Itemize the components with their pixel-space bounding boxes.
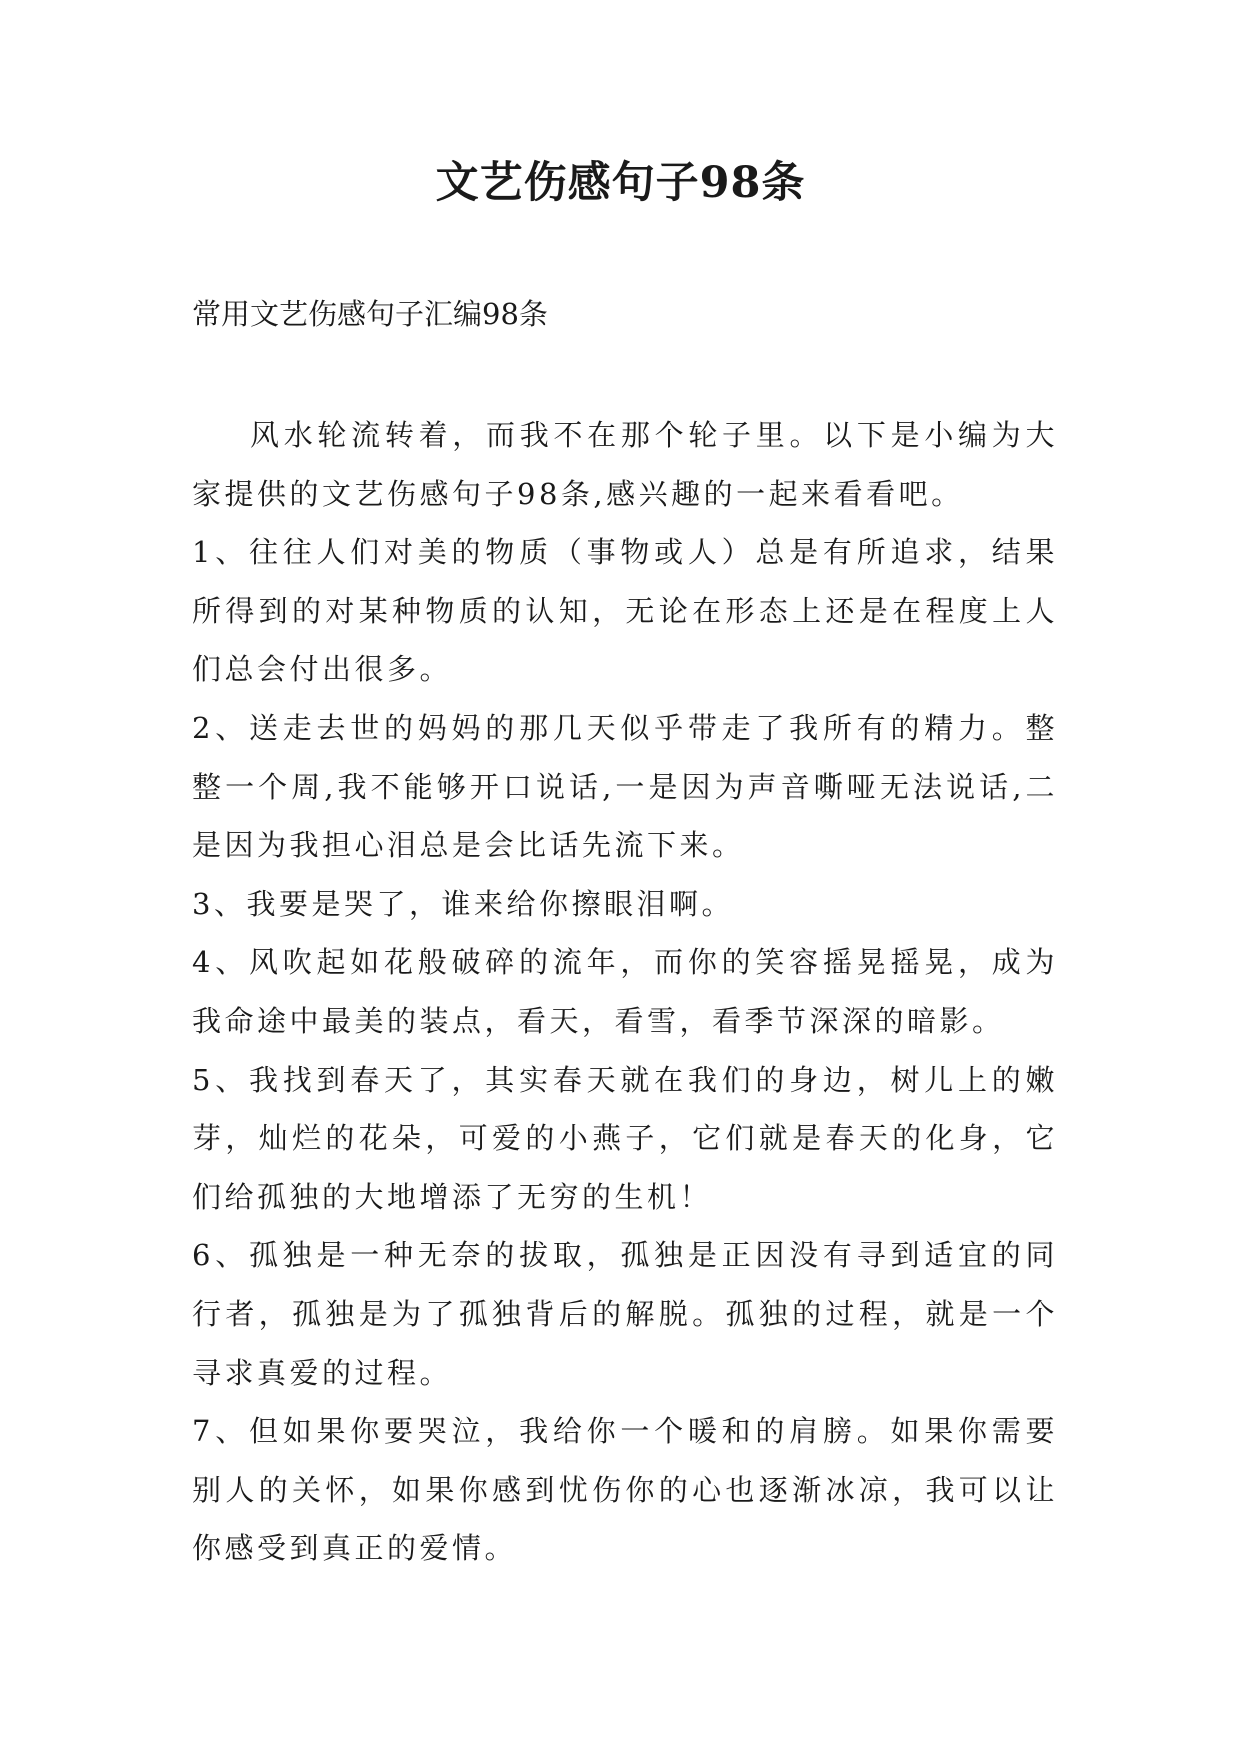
intro-paragraph: 风水轮流转着，而我不在那个轮子里。以下是小编为大家提供的文艺伤感句子98条,感兴趣的一起来看看吧。 xyxy=(192,418,1058,511)
list-item: 1、往往人们对美的物质（事物或人）总是有所追求，结果所得到的对某种物质的认知，无论在形态上还是在程度上人们总会付出很多。 xyxy=(192,535,1058,687)
list-item: 2、送走去世的妈妈的那几天似乎带走了我所有的精力。整整一个周,我不能够开口说话,一是因为声音嘶哑无法说话,二是因为我担心泪总是会比话先流下来。 xyxy=(192,710,1058,863)
list-item: 5、我找到春天了，其实春天就在我们的身边，树儿上的嫩芽，灿烂的花朵，可爱的小燕子，它们就是春天的化身，它们给孤独的大地增添了无穷的生机！ xyxy=(192,1062,1058,1214)
document-title: 文艺伤感句子98条 xyxy=(435,158,806,208)
document-body xyxy=(192,406,1058,1578)
list-item: 6、孤独是一种无奈的拔取，孤独是正因没有寻到适宜的同行者，孤独是为了孤独背后的解脱。孤独的过程，就是一个寻求真爱的过程。 xyxy=(192,1238,1058,1390)
list-item: 7、但如果你要哭泣，我给你一个暖和的肩膀。如果你需要别人的关怀，如果你感到忧伤你的心也逐渐冰凉，我可以让你感受到真正的爱情。 xyxy=(192,1414,1058,1566)
document-subtitle: 常用文艺伤感句子汇编98条 xyxy=(192,297,548,331)
list-item: 4、风吹起如花般破碎的流年，而你的笑容摇晃摇晃，成为我命途中最美的装点，看天，看雪，看季节深深的暗影。 xyxy=(192,945,1058,1038)
list-item: 3、我要是哭了，谁来给你擦眼泪啊。 xyxy=(192,886,734,921)
